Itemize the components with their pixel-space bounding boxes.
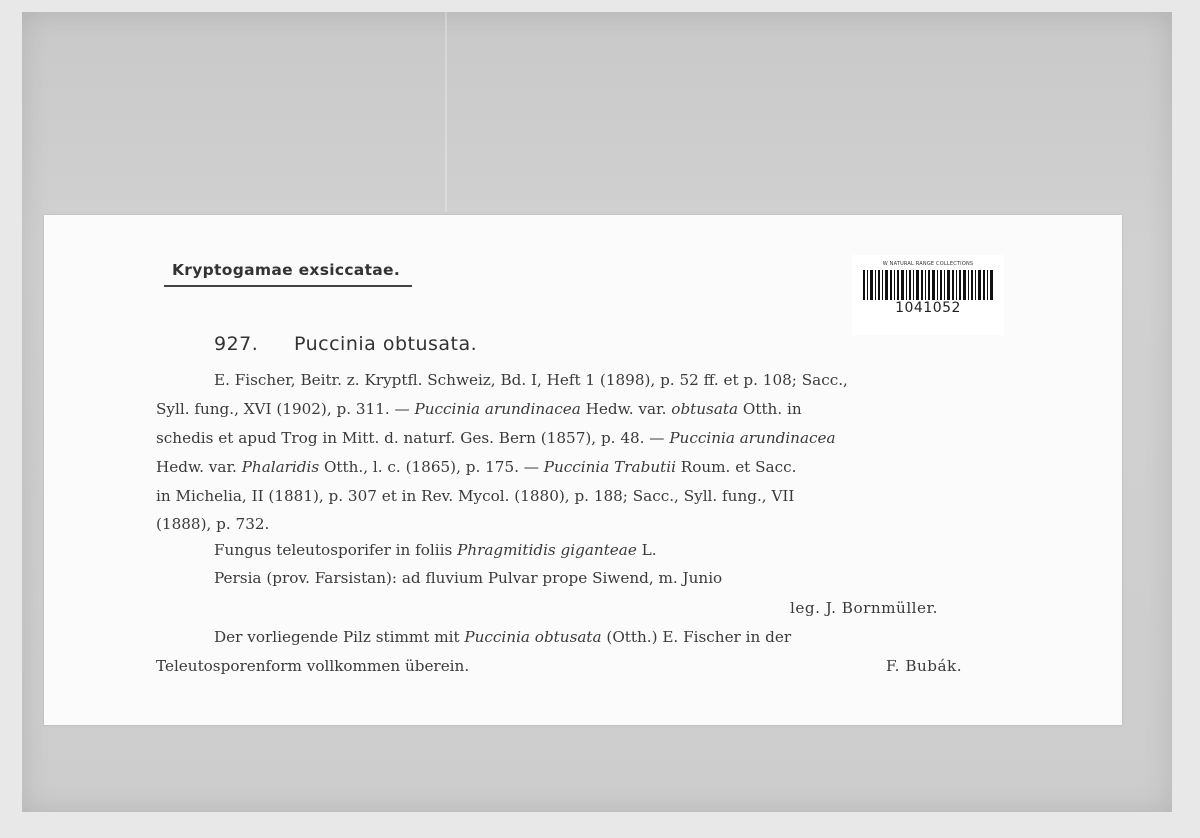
ref-text: Hedw. var.	[580, 400, 672, 418]
barcode-label	[852, 255, 1004, 335]
ref-taxon: Phalaridis	[241, 458, 320, 476]
ref-text: Syll. fung., XVI (1902), p. 311. —	[156, 400, 415, 418]
note-text: (Otth.) E. Fischer in der	[601, 628, 792, 646]
reference-line-1	[214, 371, 848, 389]
ref-text: Roum. et Sacc.	[675, 458, 797, 476]
note-text: Teleutosporenform vollkommen überein.	[156, 657, 470, 675]
collector-text: leg. J. Bornmüller.	[790, 599, 938, 617]
specimen-label	[44, 215, 1122, 725]
ref-taxon: Puccinia arundinacea	[669, 429, 836, 447]
ref-text: in Michelia, II (1881), p. 307 et in Rev. Mycol. (1880), p. 188; Sacc., Syll. fung., VII	[156, 487, 795, 505]
reference-line-6	[156, 515, 269, 533]
host-text: L.	[636, 541, 657, 559]
ref-text: Otth., l. c. (1865), p. 175. —	[319, 458, 544, 476]
series-title: Kryptogamae exsiccatae.	[164, 261, 412, 287]
author-signature	[886, 657, 962, 675]
ref-text: E. Fischer, Beitr. z. Kryptfl. Schweiz, Bd. I, Heft 1 (1898), p. 52 ff. et p. 108; Sacc.,	[214, 371, 848, 389]
host-text: Fungus teleutosporifer in foliis	[214, 541, 458, 559]
exsiccata-number: 927.	[214, 333, 259, 355]
reference-line-4	[156, 458, 796, 476]
reference-line-5	[156, 487, 794, 505]
note-taxon: Puccinia obtusata	[464, 628, 602, 646]
reference-line-3	[156, 429, 836, 447]
species-name: Puccinia obtusata.	[294, 333, 478, 355]
ref-taxon: obtusata	[671, 400, 739, 418]
ref-text: Otth. in	[738, 400, 802, 418]
host-taxon: Phragmitidis giganteae	[457, 541, 637, 559]
sheet-fold	[445, 12, 447, 212]
locality-line	[214, 569, 722, 587]
barcode-number: 1041052	[895, 300, 961, 316]
ref-text: Hedw. var.	[156, 458, 242, 476]
author-text: F. Bubák.	[886, 657, 963, 675]
reference-line-2	[156, 400, 802, 418]
host-line	[214, 541, 657, 559]
barcode-institution: W NATURAL RANGE COLLECTIONS	[882, 261, 974, 267]
ref-taxon: Puccinia arundinacea	[414, 400, 581, 418]
ref-taxon: Puccinia Trabutii	[543, 458, 676, 476]
ref-text: schedis et apud Trog in Mitt. d. naturf. Ges. Bern (1857), p. 48. —	[156, 429, 670, 447]
note-line-2	[156, 657, 469, 675]
note-line-1	[214, 628, 791, 646]
ref-text: (1888), p. 732.	[156, 515, 270, 533]
collector-line	[790, 599, 938, 617]
locality-text: Persia (prov. Farsistan): ad fluvium Pulvar prope Siwend, m. Junio	[214, 569, 723, 587]
note-text: Der vorliegende Pilz stimmt mit	[214, 628, 465, 646]
barcode-icon	[863, 270, 993, 300]
